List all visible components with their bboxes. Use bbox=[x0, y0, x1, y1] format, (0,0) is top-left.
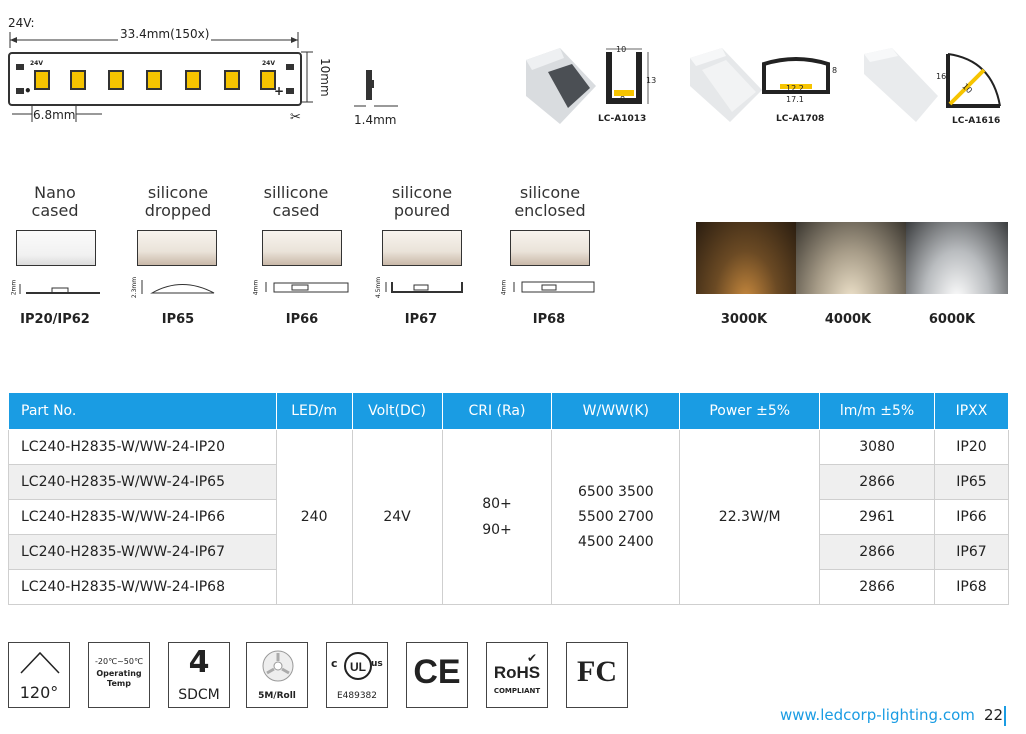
col-header-lumen: lm/m ±5% bbox=[820, 393, 935, 430]
wp-title-line1: Nano bbox=[34, 183, 76, 202]
wp-nano-thickness: 2mm bbox=[10, 279, 18, 296]
profile-a1616-dim-b: 10 bbox=[960, 81, 974, 96]
wp-title-line1: silicone bbox=[391, 183, 453, 202]
led-chip bbox=[224, 70, 240, 90]
ul-file-number: E489382 bbox=[336, 691, 378, 701]
temp-label-1: Operating bbox=[96, 669, 142, 678]
cri bbox=[442, 430, 552, 605]
voltage-label: 24V: bbox=[8, 16, 35, 30]
beam-angle-value: 120° bbox=[19, 683, 59, 702]
fcc-mark: FC bbox=[577, 655, 617, 688]
profile-a1013-photo bbox=[520, 46, 600, 126]
led-strip-drawing bbox=[8, 52, 302, 106]
col-header-cct: W/WW(K) bbox=[552, 393, 680, 430]
volt: 24V bbox=[352, 430, 442, 605]
profile-a1708-dim-c: 8 bbox=[832, 66, 838, 75]
sdcm-label: SDCM bbox=[178, 687, 220, 703]
ip-rating: IP65 bbox=[935, 465, 1009, 500]
part-number: LC240-H2835-W/WW-24-IP68 bbox=[9, 570, 277, 605]
led-chip bbox=[70, 70, 86, 90]
reel-badge bbox=[246, 642, 308, 708]
cct-3000k-swatch bbox=[696, 222, 796, 294]
wp-poured-ip: IP67 bbox=[404, 312, 438, 327]
ce-mark: CE bbox=[413, 653, 461, 691]
wp-cased-ip: IP66 bbox=[285, 312, 319, 327]
col-header-volt: Volt(DC) bbox=[352, 393, 442, 430]
cct-value: 5500 2700 bbox=[577, 508, 654, 525]
wp-nano-title bbox=[0, 184, 115, 220]
pitch-label: 6.8mm bbox=[33, 108, 76, 122]
profile-a1616-section bbox=[940, 48, 1010, 114]
cct-4000k-label: 4000K bbox=[824, 312, 872, 327]
wp-enclosed-ip: IP68 bbox=[532, 312, 566, 327]
pad-label-left: 24V bbox=[30, 60, 43, 67]
wp-dropped-title bbox=[118, 184, 238, 220]
length-label: 33.4mm(150x) bbox=[120, 27, 210, 41]
profile-a1708-photo bbox=[686, 46, 766, 126]
fcc-badge bbox=[566, 642, 628, 708]
part-number: LC240-H2835-W/WW-24-IP65 bbox=[9, 465, 277, 500]
wp-poured-thickness: 4.5mm bbox=[375, 276, 383, 299]
profile-a1013-name: LC-A1013 bbox=[598, 114, 647, 124]
part-number: LC240-H2835-W/WW-24-IP67 bbox=[9, 535, 277, 570]
wp-enclosed-thickness: 4mm bbox=[500, 279, 508, 296]
ip-rating: IP66 bbox=[935, 500, 1009, 535]
profile-a1616-photo bbox=[862, 46, 942, 126]
led-per-m: 240 bbox=[276, 430, 352, 605]
cut-mark-icon: ✂ bbox=[290, 110, 301, 125]
wp-title-line1: sillicone bbox=[263, 183, 329, 202]
beam-angle-badge bbox=[8, 642, 70, 708]
wp-title-line2: poured bbox=[393, 201, 451, 220]
lumen: 2866 bbox=[820, 535, 935, 570]
col-header-power: Power ±5% bbox=[680, 393, 820, 430]
wp-title-line1: silicone bbox=[147, 183, 209, 202]
rohs-sub: COMPLIANT bbox=[493, 687, 541, 695]
wp-enclosed-photo bbox=[510, 230, 590, 266]
wp-poured-photo bbox=[382, 230, 462, 266]
wp-dropped-ip: IP65 bbox=[161, 312, 195, 327]
wp-nano-ip: IP20/IP62 bbox=[20, 312, 90, 327]
wp-nano-photo bbox=[16, 230, 96, 266]
lumen: 3080 bbox=[820, 430, 935, 465]
svg-text:UL: UL bbox=[350, 660, 366, 674]
table-header-row bbox=[9, 393, 1009, 430]
page-number: 22 bbox=[984, 706, 1004, 724]
width-label: 10mm bbox=[318, 58, 332, 97]
ip-rating: IP67 bbox=[935, 535, 1009, 570]
cct-3000k-label: 3000K bbox=[720, 312, 768, 327]
sdcm-number: 4 bbox=[188, 645, 210, 680]
profile-a1013-dim-c: 8 bbox=[620, 95, 626, 104]
ip-rating: IP68 bbox=[935, 570, 1009, 605]
profile-a1616-dim-a: 16 bbox=[936, 72, 947, 81]
wp-poured-section bbox=[382, 280, 470, 294]
led-chip bbox=[108, 70, 124, 90]
wp-title-line2: cased bbox=[272, 201, 320, 220]
rohs-mark: RoHS bbox=[493, 663, 541, 682]
profile-a1616-name: LC-A1616 bbox=[952, 116, 1001, 126]
reel-length: 5M/Roll bbox=[258, 691, 296, 701]
part-number: LC240-H2835-W/WW-24-IP20 bbox=[9, 430, 277, 465]
wp-dropped-photo bbox=[137, 230, 217, 266]
profile-a1013-dim-b: 13 bbox=[646, 76, 657, 85]
thickness-side-view bbox=[352, 66, 402, 116]
minus-sign: • bbox=[24, 84, 32, 98]
cct bbox=[552, 430, 680, 605]
lumen: 2961 bbox=[820, 500, 935, 535]
cct-value: 4500 2400 bbox=[577, 533, 654, 550]
cct-6000k-swatch bbox=[906, 222, 1008, 294]
ip-rating: IP20 bbox=[935, 430, 1009, 465]
profile-a1708-dim-a: 12.2 bbox=[786, 84, 804, 93]
pad-label-right: 24V bbox=[262, 60, 275, 67]
col-header-part: Part No. bbox=[9, 393, 277, 430]
beam-angle-icon bbox=[17, 649, 63, 675]
table-row bbox=[9, 430, 1009, 465]
width-dimension-line bbox=[300, 50, 314, 106]
footer-url: www.ledcorp-lighting.com bbox=[780, 706, 975, 724]
col-header-led: LED/m bbox=[276, 393, 352, 430]
wp-cased-thickness: 4mm bbox=[252, 279, 260, 296]
temp-badge bbox=[88, 642, 150, 708]
wp-title-line2: cased bbox=[31, 201, 79, 220]
wp-nano-section bbox=[16, 282, 104, 296]
profile-a1013-dim-a: 10 bbox=[616, 45, 627, 54]
temp-label-2: Temp bbox=[107, 679, 131, 688]
ul-c: c bbox=[331, 657, 338, 670]
part-number: LC240-H2835-W/WW-24-IP66 bbox=[9, 500, 277, 535]
cri-value: 90+ bbox=[482, 522, 512, 538]
power: 22.3W/M bbox=[680, 430, 820, 605]
ul-us: us bbox=[371, 659, 383, 669]
ul-logo-icon bbox=[343, 651, 373, 681]
wp-cased-title bbox=[236, 184, 356, 220]
wp-title-line1: silicone bbox=[519, 183, 581, 202]
wp-cased-photo bbox=[262, 230, 342, 266]
wp-poured-title bbox=[362, 184, 482, 220]
wp-enclosed-section bbox=[510, 280, 598, 294]
wp-cased-section bbox=[262, 280, 350, 294]
led-chip bbox=[34, 70, 50, 90]
lumen: 2866 bbox=[820, 570, 935, 605]
rohs-check-icon: ✔ bbox=[527, 651, 538, 665]
col-header-cri: CRI (Ra) bbox=[442, 393, 552, 430]
col-header-ip: IPXX bbox=[935, 393, 1009, 430]
cct-value: 6500 3500 bbox=[577, 483, 654, 500]
wp-title-line2: enclosed bbox=[514, 201, 586, 220]
cri-value: 80+ bbox=[482, 496, 512, 512]
plus-sign: + bbox=[274, 84, 285, 98]
cct-4000k-swatch bbox=[796, 222, 906, 294]
led-chip bbox=[146, 70, 162, 90]
wp-enclosed-title bbox=[490, 184, 610, 220]
footer-divider bbox=[1004, 706, 1006, 726]
spec-table bbox=[8, 392, 1009, 605]
lumen: 2866 bbox=[820, 465, 935, 500]
profile-a1708-dim-b: 17.1 bbox=[786, 95, 804, 104]
wp-title-line2: dropped bbox=[144, 201, 212, 220]
wp-dropped-thickness: 2.3mm bbox=[131, 276, 139, 299]
ce-badge bbox=[406, 642, 468, 708]
led-chip bbox=[185, 70, 201, 90]
temp-range: -20℃~50℃ bbox=[95, 657, 143, 666]
ul-badge bbox=[326, 642, 388, 708]
cct-6000k-label: 6000K bbox=[928, 312, 976, 327]
sdcm-badge bbox=[168, 642, 230, 708]
profile-a1708-name: LC-A1708 bbox=[776, 114, 825, 124]
rohs-badge bbox=[486, 642, 548, 708]
wp-dropped-section bbox=[138, 278, 226, 296]
thickness-label: 1.4mm bbox=[354, 113, 397, 127]
reel-icon bbox=[261, 649, 295, 683]
